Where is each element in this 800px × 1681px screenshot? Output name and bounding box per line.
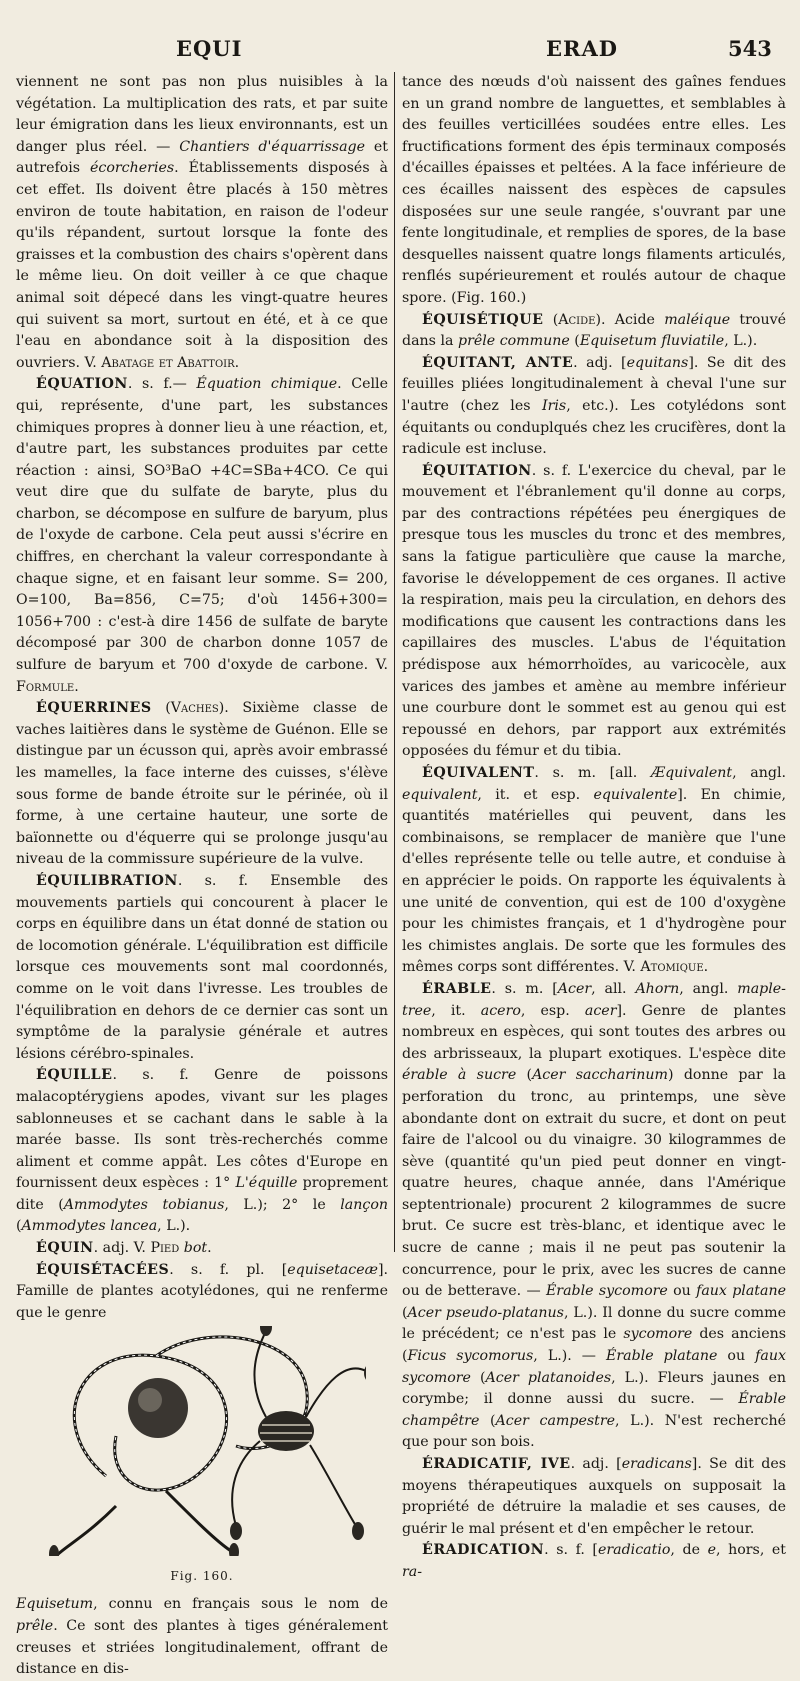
entry-equilibration: ÉQUILIBRATION. s. f. Ensemble des mouvements partiels qui concourent à placer le corps en équilibre dans un état donné de station ou de locomotion générale. L'équilibration est difficile lorsque ces mouvements sont mal coordonnés, comme on le voit dans l'ivresse. Les troubles de l'équilibration en dehors de ce dernier cas sont un symptôme de la paralysie générale et autres lésions cérébro-spinales. [16,872,388,1062]
page-number: 543 [728,36,772,61]
entry-equin: ÉQUIN. adj. V. Pied bot. [36,1240,212,1257]
running-head-middle: ERAD [546,36,618,61]
entry-equisetacees: ÉQUISÉTACÉES. s. f. pl. [equisetaceæ]. Famille de plantes acotylédones, qui ne renferme que le genre [16,1261,388,1321]
entry-equisetique: ÉQUISÉTIQUE (Acide). Acide maléique trouvé dans la prêle commune (Equisetum fluviatile, L.). [402,311,787,350]
entry-equisetacees-cont: Equisetum, connu en français sous le nom de prêle. Ce sont des plantes à tiges généralement creuses et striées longitudinalement, offrant de distance en dis- [16,1596,388,1678]
headword: ÉQUATION [36,376,128,393]
headword: ÉRADICATIF, IVE [422,1456,571,1472]
headword: ÉQUISÉTIQUE [422,311,544,328]
running-head [0,36,800,66]
entry-equille: ÉQUILLE. s. f. Genre de poissons malacoptérygiens apodes, vivant sur les plages sablonneuses et se cachant dans le sable à la marée basse. Ils sont très-recherchés comme aliment et comme appât. Les côtes d'Europe en fournissent deux espèces : 1° L'équille proprement dite (Ammodytes tobianus, L.); 2° le lançon (Ammodytes lancea, L.). [16,1067,389,1235]
headword: ÉQUIVALENT [422,765,535,781]
headword: ÉQUILIBRATION [36,872,178,889]
entry-equitant: ÉQUITANT, ANTE. adj. [equitans]. Se dit des feuilles pliées longitudinalement à cheval l'une sur l'autre (chez les Iris, etc.). Les cotylédons sont équitants ou conduplqués chez les crucifères, dont la radicule est incluse. [402,354,787,458]
headword: ÉRABLE [422,980,492,997]
entry-equerrines: ÉQUERRINES (Vaches). Sixième classe de vaches laitières dans le système de Guénon. Elle se distingue par un écusson qui, après avoir embrassé les mamelles, la face interne des cuisses, s'élève sous forme de bande étroite sur le périnée, où il forme, à une certaine hauteur, une sorte de baïonnette ou d'équerre qui se prolonge jusqu'au niveau de la commissure supérieure de la vulve. [16,700,389,868]
entry-continuation: viennent ne sont pas non plus nuisibles à la végétation. La multiplication des rats, et par suite leur émigration dans les lieux environnants, est un danger plus réel. — Chantiers d'équarrissage et autrefois écorcheries. Établissements disposés à cet effet. Ils doivent être placés à 150 mètres environ de toute habitation, en raison de l'odeur qu'ils répandent, surtout lorsque la fonte des graisses et la combustion des chairs s'opèrent dans le même lieu. On doit veiller à ce que chaque animal soit dépecé dans les vingt-quatre heures qui suivent sa mort, surtout en été, et à ce que l'eau en abondance soit à la disposition des ouvriers. V. Abatage et Abattoir. [16,74,388,371]
figure-160 [16,1326,388,1656]
headword: ÉQUERRINES [36,700,152,717]
headword: ÉQUISÉTACÉES [36,1261,170,1278]
headword: ÉQUIN [36,1240,94,1257]
entry-equivalent: ÉQUIVALENT. s. m. [all. Æquivalent, angl. equivalent, it. et esp. equivalente]. En chimie, quantités matérielles qui peuvent, dans les combinaisons, se remplacer de manière que l'une d'elles représente telle ou telle autre, et conduise à en apprécier le poids. On rapporte les équivalents à une unité de convention, qui est de 100 d'oxygène pour les chimistes français, et 1 d'hydrogène pour les chimistes anglais. De sorte que les formules des mêmes corps sont différentes. V. Atomique. [402,765,787,976]
entry-eradicatif: ÉRADICATIF, IVE. adj. [eradicans]. Se dit des moyens thérapeutiques auxquels on supposait la propriété de détruire la maladie et ses causes, de guérir le mal présent et d'en empêcher le retour. [402,1456,786,1537]
entry-erable: ÉRABLE. s. m. [Acer, all. Ahorn, angl. maple-tree, it. acero, esp. acer]. Genre de plantes nombreux en espèces, qui sont toutes des arbres ou des arbrisseaux, la plupart exotiques. L'espèce dite érable à sucre (Acer saccharinum) donne par la perforation du tronc, au printemps, une sève abondante dont on extrait du sucre, et dont on peut faire de l'alcool ou du vinaigre. 30 kilogrammes de sève (quantité qu'un pied peut donner en vingt-quatre heures, chaque année, dans l'Amérique septentrionale) procurent 2 kilogrammes de sucre brut. Ce sucre est très-blanc, et identique avec le sucre de canne ; mais il ne peut pas soutenir la concurrence, pour le prix, avec les sucres de canne ou de betterave. — Érable sycomore ou faux platane (Acer pseudo-platanus, L.). Il donne du sucre comme le précédent; ce n'est pas le sycomore des anciens (Ficus sycomorus, L.). — Érable platane ou faux sycomore (Acer platanoides, L.). Fleurs jaunes en corymbe; il donne aussi du sucre. — Érable champêtre (Acer campestre, L.). N'est recherché que pour son bois. [402,980,787,1451]
entry-equation: ÉQUATION. s. f.— Équation chimique. Celle qui, représente, d'une part, les substances chimiques propres à donner lieu à une réaction, et, d'autre part, les substances produites par cette réaction : ainsi, SO³BaO +4C=SBa+4CO. Ce qui veut dire que du sulfate de baryte, plus du charbon, se décompose en sulfure de baryum, plus de l'oxyde de carbone. Cela peut aussi s'écrire en chiffres, en cherchant la valeur correspondante à chaque signe, et en faisant leur somme. S= 200, O=100, Ba=856, C=75; d'où 1456+300= 1056+700 : c'est-à dire 1456 de sulfate de baryte décomposé par 300 de charbon donne 1057 de sulfure de baryum et 700 d'oxyde de carbone. V. Formule. [16,376,388,695]
figure-caption: Fig. 160. [170,1569,234,1584]
column-rule [394,72,395,1252]
headword: ÉQUITANT, ANTE [422,354,574,371]
entry-equitation: ÉQUITATION. s. f. L'exercice du cheval, par le mouvement et l'ébranlement qu'il donne au corps, par des contractions répétées peu énergiques de presque tous les muscles du tronc et des membres, sans la fatigue particulière que cause la marche, favorise le développement de ces organes. Il active la respiration, mais peu la circulation, en dehors des modifications que causent les contractions dans les capillaires des muscles. L'abus de l'équitation prédispose aux hémorrhoïdes, au varicocèle, aux varices des jambes et amène au membre inférieur une courbure dont le sommet est au genou qui est repoussé en dehors, par rapport aux extrémités opposées du fémur et du tibia. [402,462,786,760]
headword: ÉQUITATION [422,462,532,479]
entry-eradication: ÉRADICATION. s. f. [eradicatio, de e, hors, et ra- [402,1542,787,1580]
running-head-left: EQUI [176,36,243,61]
entry-equisetacees-end: tance des nœuds d'où naissent des gaînes fendues en un grand nombre de languettes, et semblables à des feuilles verticillées soudées entre elles. Les fructifications forment des épis terminaux composés d'écailles épaisses et peltées. A la face inférieure de ces écailles naissent des espèces de capsules disposées sur une seule rangée, s'ouvrant par une fente longitudinale, et remplies de spores, de la base desquelles naissent quatre longs filaments articulés, renflés supérieurement et roulés autour de chaque spore. (Fig. 160.) [402,74,786,306]
spore-illustration [46,1326,366,1556]
right-column [402,72,786,1584]
left-column [16,72,388,1681]
headword: ÉRADICATION [422,1542,545,1559]
headword: ÉQUILLE [36,1067,113,1084]
